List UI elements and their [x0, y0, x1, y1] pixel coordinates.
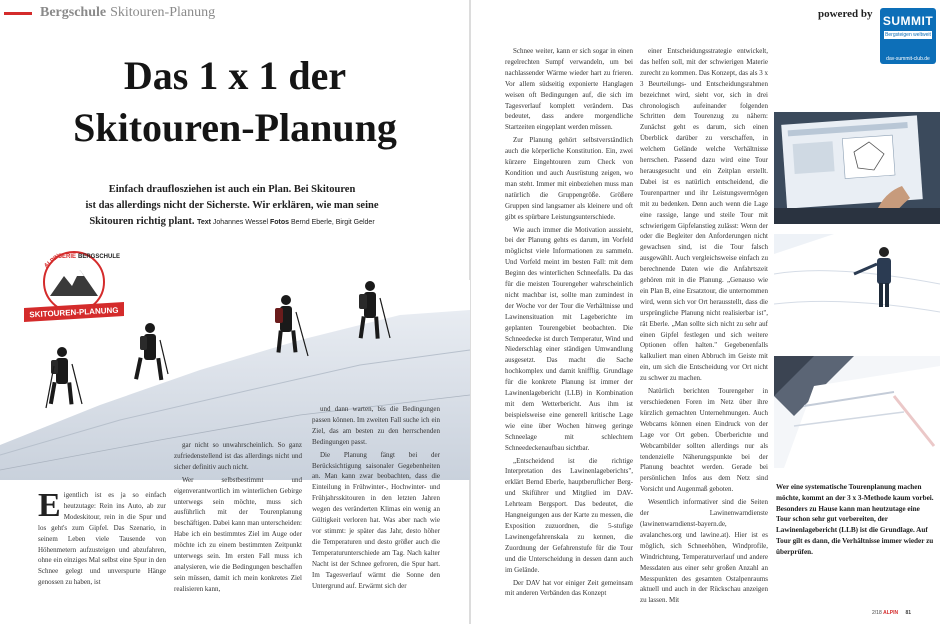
column-1-text: igentlich ist es ja so einfach heutzutage: Rein ins Auto, ab zur Modeskitour, rein in die Spur und los geht's zum Gipfel. Das Szenario, in seinem Leben viele Tausende von Höhenmetern aufzusteigen und abzufahren, ohne ein einziges Mal selbst eine Spur in den Schnee gelegt und unverspurte Hänge genossen zu haben, ist	[38, 491, 166, 587]
footer-brand: ALPIN	[883, 610, 899, 616]
column-5-para-2: Natürlich berichten Tourengeher in verschiedenen Foren im Netz über ihre kürzlich gemachten Unternehmungen. Auch Webcams können einen Eindruck von der Lage vor Ort geben. Überberichte und Webcambilder sollten allerdings nur als tendenzielle Näherungspunkte bei der Planung beachtet werden. Gerade bei persönlichen Infos aus dem Netz sind Vorsicht und Augenmaß geboten.	[640, 387, 768, 494]
section-name: Bergschule	[40, 5, 107, 20]
intro-line-1: Einfach drauflosziehen ist auch ein Plan. Bei Skitouren	[108, 184, 356, 195]
summit-logo-url: dav-summit-club.de	[886, 56, 930, 62]
headline-line-2: Skitouren-Planung	[73, 105, 397, 150]
summit-logo-name: SUMMIT	[882, 14, 934, 28]
article-credits	[197, 219, 375, 226]
column-1	[38, 490, 166, 624]
photo-caption: Wer eine systematische Tourenplanung machen möchte, kommt an der 3 x 3-Methode kaum vorbei. Besonders zu Hause kann man heutzutage eine Tour schon sehr gut vorbereiten, der Lawinenlagebericht (LLB) ist die Grundlage. Auf Tour gilt es dann, die Verhältnisse immer wieder zu überprüfen.	[776, 483, 934, 556]
column-4-para-5: Der DAV hat vor einiger Zeit gemeinsam mit anderen Verbänden das Konzept	[505, 578, 633, 598]
badge-ribbon-text: SKITOUREN-PLANUNG	[29, 305, 119, 320]
column-5-para-3: Wesentlich informativer sind die Seiten der Lawinenwarndienste (lawinenwarndienst-bayern.de, avalanches.org und lawine.at). Hier ist es möglich, sich Schneehöhen, Windprofile, Windrichtung, Temperaturverlauf und andere Messdaten aus einer sehr großen Anzahl an Messpunkten des gesamten Ostalpenraums aktuell und auch in der Rückschau anzeigen zu lassen. Mit	[640, 498, 768, 605]
article-intro	[52, 182, 412, 231]
header-accent-bar	[4, 12, 32, 15]
badge-alpin: ALPIN	[43, 253, 62, 270]
column-2-para-2: Wer selbstbestimmt und eigenverantwortlich im winterlichen Gebirge unterwegs sein möchte, muss sich ausführlich mit der Tourenplanung beschäftigen. Dabei kann man unterscheiden: Habe ich ein bestimmtes Ziel im Auge oder möchte ich zu einem bestimmten Zeitpunkt unterwegs sein. Im ersten Fall muss ich analysieren, wie die Bedingungen beschaffen sein müssen, damit ich mein konkretes Ziel realisieren kann,	[174, 475, 302, 593]
page-number: 81	[905, 610, 912, 616]
issue-number: 2/18	[872, 610, 882, 616]
summit-logo	[880, 8, 936, 64]
column-3-para-2: Die Planung fängt bei der Berücksichtigung saisonaler Gegebenheiten an. Man kann zwar beobachten, dass die Einteilung in Frühwinter-, Hochwinter- und Frühjahrsskitouren in den letzten Jahren wegen des veränderten Klimas ein wenig an Gültigkeit verloren hat. Was aber nach wie vor stimmt: je später das Jahr, desto höher die Temperaturen und desto größer auch die Temperaturunterschiede am Tag. Nach kalter Nacht ist der Schnee gefroren, die Spur hart. Im Tagesverlauf wärmt die Sonne den Untergrund auf. Erwärmt sich der	[312, 450, 440, 590]
column-5	[640, 46, 768, 618]
column-3-para-1: und dann warten, bis die Bedingungen passen können. Im zweiten Fall suche ich ein Ziel, das am besten zu den herrschenden Bedingungen passt.	[312, 405, 440, 446]
section-subtitle: Skitouren-Planung	[110, 5, 216, 20]
intro-line-3: Skitouren richtig plant.	[89, 216, 195, 227]
series-badge	[16, 246, 132, 328]
article-headline	[0, 50, 470, 154]
column-5-para-1: einer Entscheidungsstrategie entwickelt, das helfen soll, mit der schwierigen Materie zurecht zu kommen. Das Konzept, das als 3 x 3 Beurteilungs- und Entscheidungsrahmen bezeichnet wird, sieht vor, sich in drei chronologisch aufeinander folgenden Schritten dem Tourenzug zu nähern: Zunächst geht es darum, sich einen Überblick darüber zu verschaffen, in welchem Gelände welche Verhältnisse herrschen. Passend dazu wird eine Tour herausgesucht und ein Zeitplan erstellt. Dabei ist es natürlich entscheidend, die Tourenpartner und ihr Leistungsvermögen mit zu bedenken. Denn auch wenn die Lage eine rassige, lange und steile Tour mit schwierigem Gipfelanstieg zulässt: Wenn der oder die Begleiter den Anforderungen nicht gewachsen sind, ist die Tour falsch ausgewählt. Auch vergleichsweise einfach zu berechnende Daten wie die Anfahrtszeit gehören mit in die Planung. „Genauso wie ein Plan B, eine Ersatztour, die unternommen wird, wenn sich vor Ort herausstellt, dass die ursprüngliche Planung nicht realisierbar ist", rät Eberle. „Man sollte sich nicht zu sehr auf einen Gipfel festlegen und sich weitere Optionen offen halten." Gegebenenfalls kalkuliert man einen Abbruch im Geiste mit ein, um sich die Entscheidung vor Ort nicht zu schwer zu machen.	[640, 47, 768, 383]
column-4-para-1: Schnee weiter, kann er sich sogar in einen regelrechten Sumpf verwandeln, um bei nachlassender Wärme wieder hart zu frieren. Vor allem südseitig exponierte Hanglagen weisen oft Bedingungen auf, die sich im Tagesverlauf komplett verändern. Das bedeutet, dass andere morgendliche Startzeiten eingeplant werden müssen.	[505, 47, 633, 132]
photo-avalanche-report-screen	[774, 112, 940, 224]
page-footer	[872, 610, 911, 616]
column-4-para-4: „Entscheidend ist die richtige Interpretation des Lawinenlageberichts", erklärt Bernd Eberle, hauptberuflicher Berg- und Skiführer und Mitglied im DAV-Lehrteam Bergsport. Das bedeutet, die Hangneigungen aus der Karte zu messen, die Exposition zuzuordnen, die 5-stufige Lawinengefahrenskala zu kennen, die Zuordnung der Gefahrenstufe für die Tour und die Unterscheidung in dessen dann auch im Gelände.	[505, 456, 633, 574]
headline-line-1: Das 1 x 1 der	[123, 53, 347, 98]
credit-text-label: Text	[197, 219, 211, 226]
summit-logo-tagline: Bergsteigen weltweit	[885, 32, 931, 38]
badge-serie: SERIE	[58, 254, 77, 260]
photo-guide-on-slope	[774, 234, 940, 346]
powered-by-label: powered by	[818, 8, 873, 20]
drop-cap: E	[38, 490, 61, 524]
column-4	[505, 46, 633, 618]
column-4-para-2: Zur Planung gehört selbstverständlich auch die körperliche Konstitution. Ein, zwei kürzere Eingehtouren zum Check von Kondition und auch Ausrüstung zeigen, wo man steht. Immer mit einbeziehen muss man natürlich die Gruppengröße. Größere Gruppen sind langsamer als kleinere und oft gibt es spürbare Leistungsunterschiede.	[505, 136, 633, 221]
column-4-para-3: Wie auch immer die Motivation aussieht, bei der Planung gehts es darum, im Vorfeld möglichst viele Informationen zu sammeln. Und Vorfeld meint im besten Fall: mit dem Beginn des winterlichen Schneefalls. Da das für die meisten Tourengeher wahrscheinlich nicht machbar ist, sollte man zumindest in der Woche vor der Tour die Verhältnisse und Lawinensituation mit Lageberichte im geplanten Tourengebiet beobachten. Die Schneedecke ist durch Temperatur, Wind und Niederschlag einer ständigen Umwandlung ausgesetzt. Das macht die Sache hochkomplex und damit knifflig. Grundlage für die konkrete Planung ist immer der Lawinenlagebericht (LLB) in Kombination mit dem Wetterbericht. Aus ihm ist beispielsweise eine generell kritische Lage wie eine über Wochen hinweg geringe Schneelage mit schlechtem Schneedeckenaufbau sichtbar.	[505, 225, 633, 452]
section-header	[4, 4, 215, 22]
credit-photo-author: Bernd Eberle, Birgit Gelder	[291, 219, 375, 226]
column-2-para-1: gar nicht so unwahrscheinlich. So ganz zufriedenstellend ist das allerdings nicht und sicher definitiv auch nicht.	[174, 441, 302, 471]
credit-text-author: Johannes Wessel	[212, 219, 269, 226]
badge-bergschule: BERGSCHULE	[78, 254, 121, 260]
photo-snow-slab	[774, 356, 940, 468]
column-3	[312, 404, 440, 624]
intro-line-2: ist das allerdings nicht der Sicherste. Wir erklären, wie man seine	[85, 200, 379, 211]
credit-photo-label: Fotos	[269, 219, 290, 226]
column-2	[174, 440, 302, 624]
